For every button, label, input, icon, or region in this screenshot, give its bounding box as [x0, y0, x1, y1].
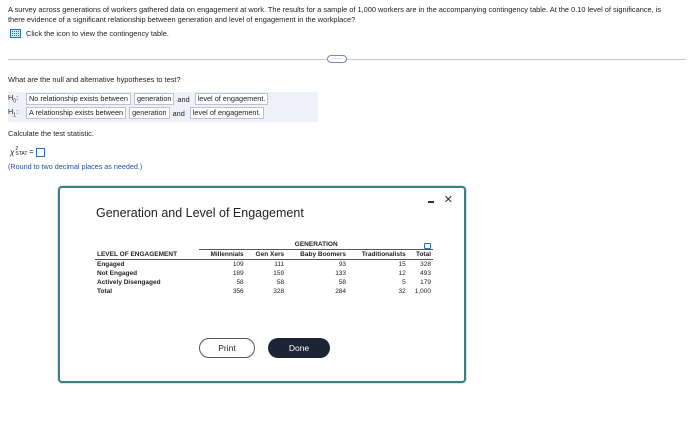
close-icon[interactable]: ✕ [443, 194, 453, 206]
equals-sign: = [29, 148, 34, 156]
expand-button[interactable]: ····· [327, 55, 347, 63]
table-cell: 32 [398, 288, 406, 295]
table-cell: 328 [420, 261, 431, 268]
table-cell: 133 [335, 270, 347, 277]
table-cell: 93 [338, 261, 347, 268]
done-button[interactable]: Done [268, 338, 330, 358]
h0-relation-select[interactable]: No relationship exists between [26, 93, 131, 105]
table-row [95, 278, 433, 287]
minimize-icon[interactable] [428, 201, 434, 203]
contingency-table [95, 240, 433, 296]
generation-header: GENERATION [199, 240, 433, 250]
table-cell: 5 [402, 279, 406, 286]
row-label: Not Engaged [97, 270, 138, 277]
table-row [95, 269, 433, 278]
view-table-link[interactable] [10, 27, 169, 39]
table-cell: 179 [420, 279, 431, 286]
table-cell: 12 [398, 270, 406, 277]
h0-joiner: and [177, 94, 190, 104]
table-cell: 1,000 [414, 288, 431, 295]
col-header: Total [408, 250, 433, 260]
table-row [95, 287, 433, 296]
table-cell: 284 [335, 288, 347, 295]
h1-var1-select[interactable]: generation [129, 107, 170, 119]
h0-var2-select[interactable]: level of engagement. [195, 93, 269, 105]
corner-header: LEVEL OF ENGAGEMENT [95, 250, 199, 260]
col-header: Gen Xers [246, 250, 286, 260]
dialog-title: Generation and Level of Engagement [96, 206, 304, 220]
h0-var1-select[interactable]: generation [134, 93, 175, 105]
table-cell: 189 [232, 270, 244, 277]
print-button[interactable]: Print [199, 338, 255, 358]
table-cell: 111 [274, 261, 285, 268]
test-statistic-input[interactable] [36, 148, 45, 157]
contingency-table-dialog [58, 186, 466, 383]
row-label: Total [97, 288, 113, 295]
col-header: Baby Boomers [286, 250, 348, 260]
h1-relation-select[interactable]: A relationship exists between [26, 107, 126, 119]
view-table-label[interactable]: Click the icon to view the contingency table. [26, 28, 169, 38]
test-statistic-row [10, 147, 45, 157]
table-cell: 493 [420, 270, 431, 277]
h1-symbol: $H_1$: [8, 107, 19, 119]
table-cell: 15 [398, 261, 406, 268]
row-label: Actively Disengaged [97, 279, 161, 286]
table-cell: 159 [273, 270, 285, 277]
table-row [95, 260, 433, 270]
row-label: Engaged [97, 261, 125, 268]
question-text: A survey across generations of workers gathered data on engagement at work. The results for a sample of 1,000 workers are in the accompanying contingency table. At the 0.10 level of significance, is there evidence of a significant relationship between generation and level of engagement in the workplace? [8, 5, 662, 24]
h0-row [8, 93, 271, 105]
rounding-note: (Round to two decimal places as needed.) [8, 162, 143, 171]
table-icon[interactable] [10, 29, 21, 38]
table-cell: 328 [273, 288, 285, 295]
hypotheses-prompt: What are the null and alternative hypotheses to test? [8, 75, 181, 84]
table-cell: 58 [338, 279, 347, 286]
h0-symbol: $H_0$: [8, 93, 19, 105]
h1-row [8, 107, 267, 119]
table-cell: 109 [232, 261, 244, 268]
col-header: Millennials [199, 250, 245, 260]
table-cell: 58 [236, 279, 244, 286]
table-cell: 356 [232, 288, 244, 295]
h1-joiner: and [172, 108, 185, 118]
chi-symbol: χ [10, 147, 15, 157]
chi-sub: STAT [15, 151, 28, 157]
h1-var2-select[interactable]: level of engagement. [190, 107, 264, 119]
section-divider [8, 59, 686, 60]
calc-prompt: Calculate the test statistic. [8, 129, 94, 138]
table-cell: 58 [276, 279, 285, 286]
col-header: Traditionalists [348, 250, 408, 260]
chi-sup: 2 [15, 146, 19, 152]
